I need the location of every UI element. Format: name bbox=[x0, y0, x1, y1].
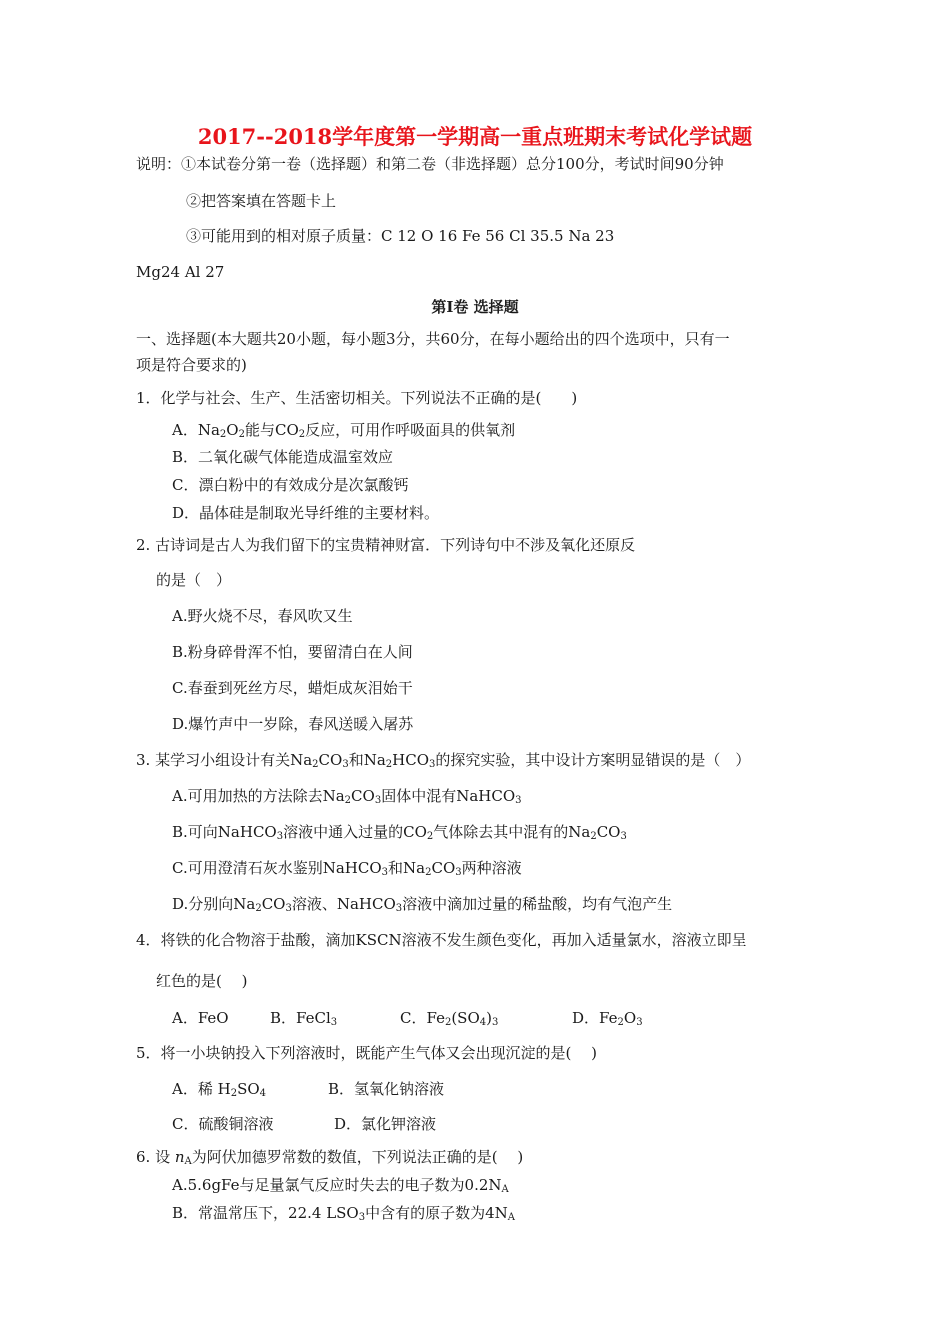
q5-option-b: B．氢氧化钠溶液 bbox=[328, 1080, 445, 1098]
q2-option-a: A.野火烧不尽，春风吹又生 bbox=[172, 607, 353, 625]
q2-option-d: D.爆竹声中一岁除，春风送暖入屠苏 bbox=[172, 715, 414, 733]
note-line-2: ②把答案填在答题卡上 bbox=[186, 192, 337, 210]
q4-option-d: D．$Fe_2O_3$ bbox=[572, 1009, 643, 1028]
q4-option-c: C．$Fe_2(SO_4)_3$ bbox=[400, 1009, 499, 1028]
q1-option-c: C．漂白粉中的有效成分是次氯酸钙 bbox=[172, 476, 409, 494]
q4-option-b: B．FeCl$_3$ bbox=[270, 1009, 338, 1028]
q5-option-d: D．氯化钾溶液 bbox=[334, 1115, 437, 1133]
q3-option-b: B.可向NaHCO$_3$溶液中通入过量的$CO_2$气体除去其中混有的$Na_2CO_3$ bbox=[172, 823, 627, 842]
q5-option-c: C．硫酸铜溶液 bbox=[172, 1115, 274, 1133]
q2-stem-line-2: 的是（ ） bbox=[156, 571, 232, 589]
section-heading: 第Ⅰ卷 选择题 bbox=[431, 298, 519, 316]
instructions-line-2: 项是符合要求的) bbox=[136, 356, 247, 374]
q1-option-d: D．晶体硅是制取光导纤维的主要材料。 bbox=[172, 504, 440, 522]
q5-option-a: A．稀 $H_2SO_4$ bbox=[172, 1080, 267, 1099]
q2-stem-line-1: 2. 古诗词是古人为我们留下的宝贵精神财富．下列诗句中不涉及氧化还原反 bbox=[136, 536, 636, 554]
q3-option-d: D.分别向$Na_2CO_3$溶液、NaHCO$_3$溶液中滴加过量的稀盐酸，均有气泡产生 bbox=[172, 895, 673, 914]
q6-option-b: B．常温常压下，22.4 $LSO_3$中含有的原子数为$4N_A$ bbox=[172, 1204, 516, 1223]
page-title: 2017--2018学年度第一学期高一重点班期末考试化学试题 bbox=[197, 124, 753, 149]
q1-option-a: A．$Na_2O_2$能与$CO_2$反应，可用作呼吸面具的供氧剂 bbox=[172, 421, 516, 440]
q3-option-c: C.可用澄清石灰水鉴别NaHCO$_3$和$Na_2CO_3$两种溶液 bbox=[172, 859, 522, 878]
q2-option-c: C.春蚕到死丝方尽，蜡炬成灰泪始干 bbox=[172, 679, 413, 697]
q2-option-b: B.粉身碎骨浑不怕，要留清白在人间 bbox=[172, 643, 413, 661]
note-line-1: 说明：①本试卷分第一卷（选择题）和第二卷（非选择题）总分100分，考试时间90分钟 bbox=[136, 155, 724, 173]
q1-stem: 1．化学与社会、生产、生活密切相关。下列说法不正确的是( ) bbox=[136, 389, 578, 407]
note-line-4: Mg24 Al 27 bbox=[136, 263, 225, 281]
q6-stem: 6. 设 $n_A$为阿伏加德罗常数的数值，下列说法正确的是( ) bbox=[136, 1148, 524, 1167]
q6-option-a: A.5.6gFe与足量氯气反应时失去的电子数为$0.2N_A$ bbox=[172, 1176, 509, 1195]
q1-option-b: B．二氧化碳气体能造成温室效应 bbox=[172, 448, 394, 466]
q4-stem-line-2: 红色的是( ) bbox=[156, 972, 248, 990]
q4-stem-line-1: 4．将铁的化合物溶于盐酸，滴加KSCN溶液不发生颜色变化，再加入适量氯水，溶液立即呈 bbox=[136, 931, 747, 949]
q5-stem: 5．将一小块钠投入下列溶液时，既能产生气体又会出现沉淀的是( ) bbox=[136, 1044, 598, 1062]
note-line-3: ③可能用到的相对原子质量：C 12 O 16 Fe 56 Cl 35.5 Na 23 bbox=[186, 227, 615, 245]
q4-option-a: A．FeO bbox=[172, 1009, 229, 1027]
q3-stem: 3. 某学习小组设计有关$Na_2CO_3$和$Na_2HCO_3$的探究实验，其中设计方案明显错误的是（ ） bbox=[136, 751, 751, 770]
instructions-line-1: 一、选择题(本大题共20小题，每小题3分，共60分，在每小题给出的四个选项中，只有一 bbox=[136, 330, 730, 348]
q3-option-a: A.可用加热的方法除去$Na_2CO_3$固体中混有NaHCO$_3$ bbox=[172, 787, 522, 806]
